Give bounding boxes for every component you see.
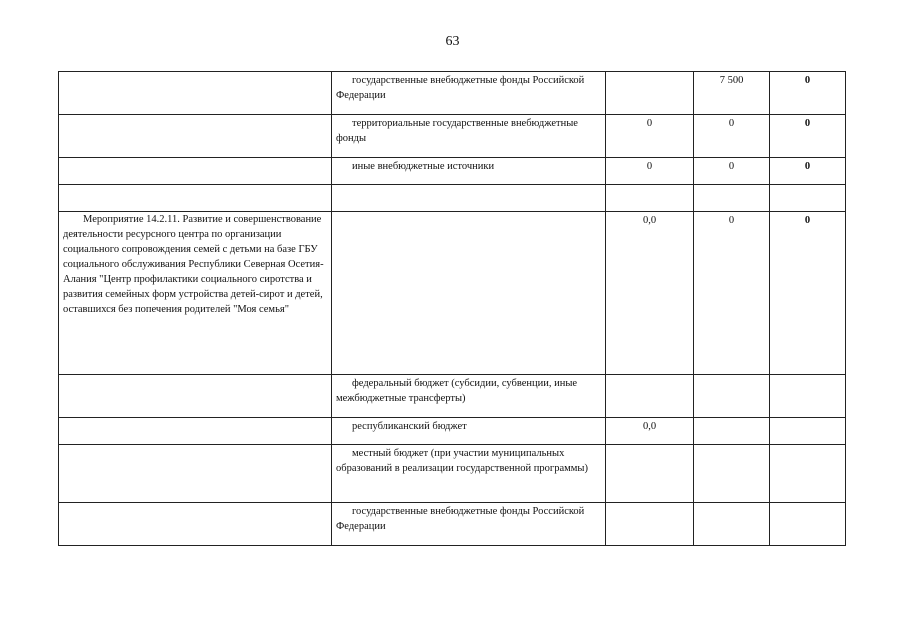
source-cell: республиканский бюджет <box>332 418 606 445</box>
value-cell <box>694 418 770 445</box>
source-cell: иные внебюджетные источники <box>332 158 606 185</box>
value-cell <box>606 375 694 418</box>
value-cell: 0 <box>606 115 694 158</box>
event-cell <box>59 115 332 158</box>
value-cell: 7 500 <box>694 72 770 115</box>
event-cell <box>59 418 332 445</box>
value-cell: 0 <box>694 212 770 375</box>
value-cell: 0 <box>694 158 770 185</box>
value-cell: 0,0 <box>606 212 694 375</box>
source-cell: территориальные государственные внебюджетные фонды <box>332 115 606 158</box>
source-cell: государственные внебюджетные фонды Российской Федерации <box>332 72 606 115</box>
value-cell <box>694 445 770 503</box>
value-cell: 0 <box>770 158 846 185</box>
event-cell <box>59 72 332 115</box>
event-cell <box>59 185 332 212</box>
event-cell <box>59 503 332 546</box>
source-cell <box>332 212 606 375</box>
value-cell <box>694 185 770 212</box>
table-row <box>59 115 846 158</box>
budget-table <box>58 71 846 546</box>
table-row <box>59 418 846 445</box>
value-cell: 0 <box>770 115 846 158</box>
table-row <box>59 72 846 115</box>
value-cell <box>770 503 846 546</box>
table-row <box>59 445 846 503</box>
value-cell: 0 <box>694 115 770 158</box>
value-cell <box>606 445 694 503</box>
page-number: 63 <box>445 34 460 49</box>
value-cell <box>694 503 770 546</box>
table-row <box>59 185 846 212</box>
value-cell <box>770 375 846 418</box>
source-cell: местный бюджет (при участии муниципальных образований в реализации государственной программы) <box>332 445 606 503</box>
value-cell <box>694 375 770 418</box>
event-cell <box>59 445 332 503</box>
value-cell <box>606 503 694 546</box>
value-cell <box>606 72 694 115</box>
event-cell <box>59 375 332 418</box>
table-row <box>59 503 846 546</box>
value-cell: 0,0 <box>606 418 694 445</box>
value-cell: 0 <box>606 158 694 185</box>
source-cell: государственные внебюджетные фонды Российской Федерации <box>332 503 606 546</box>
event-cell <box>59 158 332 185</box>
value-cell <box>770 185 846 212</box>
event-description-cell: Мероприятие 14.2.11. Развитие и совершенствование деятельности ресурсного центра по организации социального сопровождения семей с детьми на базе ГБУ социального обслуживания Республики Северная Осетия-Алания "Центр профилактики социального сиротства и развития семейных форм устройства детей-сирот и детей, оставшихся без попечения родителей "Моя семья" <box>59 212 332 375</box>
value-cell <box>770 418 846 445</box>
table-row <box>59 158 846 185</box>
table-row <box>59 212 846 375</box>
value-cell: 0 <box>770 212 846 375</box>
value-cell <box>770 445 846 503</box>
table-row <box>59 375 846 418</box>
value-cell <box>606 185 694 212</box>
source-cell <box>332 185 606 212</box>
source-cell: федеральный бюджет (субсидии, субвенции, иные межбюджетные трансферты) <box>332 375 606 418</box>
value-cell: 0 <box>770 72 846 115</box>
